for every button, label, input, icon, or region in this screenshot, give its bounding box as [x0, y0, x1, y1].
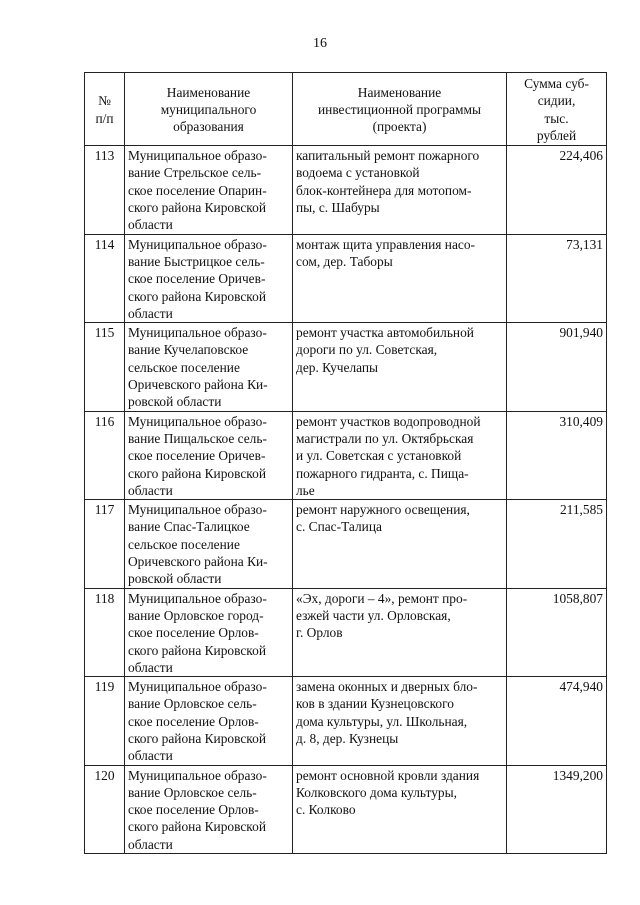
subsidy-amount: 211,585 — [507, 500, 607, 588]
subsidy-amount: 310,409 — [507, 411, 607, 499]
text-line: Муниципальное образо- — [128, 590, 267, 606]
row-number: 116 — [85, 411, 125, 499]
municipality-cell — [125, 146, 293, 234]
text-line: № — [98, 93, 111, 109]
text-line: Оричевского района Ки- — [128, 377, 268, 393]
subsidy-amount: 73,131 — [507, 234, 607, 322]
text-line: Наименование — [166, 84, 251, 100]
text-line: муниципального — [160, 101, 257, 117]
program-cell — [293, 411, 507, 499]
text-line: ское поселение Орлов- — [128, 625, 259, 641]
text-line: Сумма суб- — [524, 76, 589, 91]
text-line: ремонт участков водопроводной — [296, 413, 481, 429]
table-row — [85, 677, 607, 765]
text-line: с. Колково — [296, 802, 356, 818]
text-line: инвестиционной программы — [317, 101, 481, 117]
text-line: ского района Кировской — [128, 288, 266, 304]
text-line: образования — [173, 119, 244, 135]
text-line: ского района Кировской — [128, 200, 266, 216]
text-line: вание Кучелаповское — [128, 342, 249, 358]
subsidy-amount: 901,940 — [507, 323, 607, 411]
text-line: Муниципальное образо- — [128, 679, 267, 695]
text-line: ское поселение Орлов- — [128, 713, 259, 729]
text-line: блок-контейнера для мотопом- — [296, 182, 472, 198]
subsidy-amount: 1058,807 — [507, 588, 607, 676]
text-line: вание Орловское сель- — [128, 784, 257, 800]
text-line: дер. Кучелапы — [296, 359, 379, 375]
text-line: езжей части ул. Орловская, — [296, 607, 451, 623]
text-line: Колковского дома культуры, — [296, 784, 457, 800]
text-line: тыс. — [544, 110, 569, 126]
program-cell — [293, 234, 507, 322]
text-line: дома культуры, ул. Школьная, — [296, 713, 468, 729]
text-line: области — [128, 748, 173, 764]
subsidy-amount: 474,940 — [507, 677, 607, 765]
municipality-cell — [125, 411, 293, 499]
text-line: замена оконных и дверных бло- — [296, 679, 478, 695]
text-line: пожарного гидранта, с. Пища- — [296, 465, 469, 481]
text-line: Муниципальное образо- — [128, 236, 267, 252]
table-row — [85, 500, 607, 588]
text-line: сом, дер. Таборы — [296, 253, 393, 269]
text-line: и ул. Советская с установкой — [296, 448, 462, 464]
header-sum — [507, 73, 607, 146]
row-number: 115 — [85, 323, 125, 411]
program-cell — [293, 323, 507, 411]
header-municipality — [125, 73, 293, 146]
row-number: 118 — [85, 588, 125, 676]
text-line: д. 8, дер. Кузнецы — [296, 730, 399, 746]
municipality-cell — [125, 234, 293, 322]
row-number: 117 — [85, 500, 125, 588]
text-line: области — [128, 659, 173, 675]
municipality-cell — [125, 677, 293, 765]
table-row — [85, 323, 607, 411]
row-number: 119 — [85, 677, 125, 765]
text-line: Муниципальное образо- — [128, 413, 267, 429]
text-line: сидии, — [537, 93, 576, 109]
program-cell — [293, 500, 507, 588]
text-line: Наименование — [357, 84, 442, 100]
text-line: Муниципальное образо- — [128, 325, 267, 341]
municipality-cell — [125, 323, 293, 411]
text-line: вание Спас-Талицкое — [128, 519, 250, 535]
text-line: лье — [296, 482, 315, 498]
text-line: (проекта) — [372, 119, 427, 135]
text-line: «Эх, дороги – 4», ремонт про- — [296, 590, 468, 606]
text-line: ровской области — [128, 571, 222, 587]
header-num — [85, 73, 125, 146]
text-line: вание Пищальское сель- — [128, 430, 267, 446]
program-cell — [293, 588, 507, 676]
table-row — [85, 411, 607, 499]
text-line: с. Спас-Талица — [296, 519, 382, 535]
table-row — [85, 234, 607, 322]
text-line: монтаж щита управления насо- — [296, 236, 475, 252]
text-line: ского района Кировской — [128, 642, 266, 658]
text-line: Муниципальное образо- — [128, 502, 267, 518]
text-line: ское поселение Опарин- — [128, 182, 267, 198]
table-header-row — [85, 73, 607, 146]
text-line: области — [128, 305, 173, 321]
text-line: водоема с установкой — [296, 165, 420, 181]
row-number: 114 — [85, 234, 125, 322]
row-number: 113 — [85, 146, 125, 234]
text-line: капитальный ремонт пожарного — [296, 148, 480, 164]
text-line: дороги по ул. Советская, — [296, 342, 438, 358]
text-line: пы, с. Шабуры — [296, 200, 380, 216]
municipality-cell — [125, 588, 293, 676]
page-number: 16 — [313, 36, 327, 51]
program-cell — [293, 765, 507, 853]
text-line: ского района Кировской — [128, 465, 266, 481]
text-line: Муниципальное образо- — [128, 767, 267, 783]
text-line: сельское поселение — [128, 536, 240, 552]
header-program — [293, 73, 507, 146]
text-line: ремонт основной кровли здания — [296, 767, 480, 783]
text-line: г. Орлов — [296, 625, 343, 641]
text-line: ское поселение Оричев- — [128, 271, 266, 287]
text-line: вание Орловское сель- — [128, 696, 257, 712]
row-number: 120 — [85, 765, 125, 853]
program-cell — [293, 146, 507, 234]
text-line: ское поселение Орлов- — [128, 802, 259, 818]
text-line: вание Стрельское сель- — [128, 165, 262, 181]
table-row — [85, 588, 607, 676]
table-row — [85, 146, 607, 234]
text-line: области — [128, 217, 173, 233]
program-cell — [293, 677, 507, 765]
municipality-cell — [125, 765, 293, 853]
text-line: области — [128, 836, 173, 852]
text-line: п/п — [95, 110, 114, 126]
text-line: вание Орловское город- — [128, 607, 264, 623]
table-body — [85, 146, 607, 854]
text-line: ровской области — [128, 394, 222, 410]
text-line: ского района Кировской — [128, 730, 266, 746]
subsidy-amount: 224,406 — [507, 146, 607, 234]
text-line: области — [128, 482, 173, 498]
text-line: ремонт наружного освещения, — [296, 502, 470, 518]
text-line: вание Быстрицкое сель- — [128, 253, 265, 269]
subsidy-table — [84, 72, 607, 854]
text-line: рублей — [536, 127, 577, 143]
text-line: магистрали по ул. Октябрьская — [296, 430, 474, 446]
text-line: ков в здании Кузнецовского — [296, 696, 454, 712]
municipality-cell — [125, 500, 293, 588]
text-line: ремонт участка автомобильной — [296, 325, 474, 341]
text-line: Оричевского района Ки- — [128, 554, 268, 570]
text-line: Муниципальное образо- — [128, 148, 267, 164]
text-line: ского района Кировской — [128, 819, 266, 835]
subsidy-amount: 1349,200 — [507, 765, 607, 853]
table-row — [85, 765, 607, 853]
text-line: ское поселение Оричев- — [128, 448, 266, 464]
text-line: сельское поселение — [128, 359, 240, 375]
